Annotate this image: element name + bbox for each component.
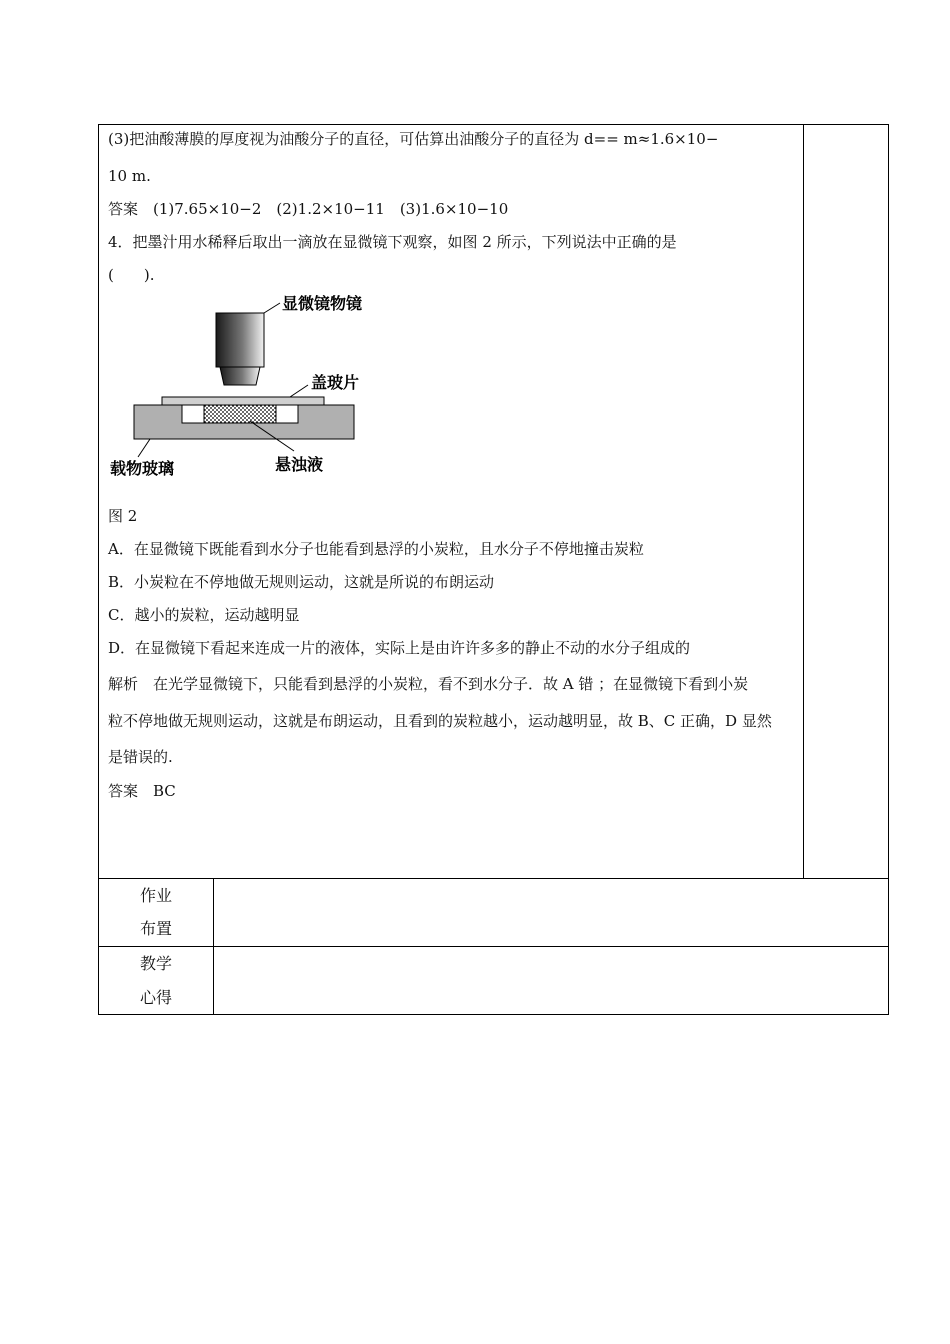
reflection-label-2: 心得 bbox=[139, 988, 172, 1007]
option-d: D．在显微镜下看起来连成一片的液体，实际上是由许许多多的静止不动的水分子组成的 bbox=[108, 639, 691, 657]
reflection-body-cell bbox=[213, 946, 889, 1015]
microscope-figure bbox=[100, 285, 400, 485]
option-c: C．越小的炭粒，运动越明显 bbox=[108, 606, 300, 624]
question-4-paren: ( ). bbox=[108, 266, 155, 284]
solution-line-1: (3)把油酸薄膜的厚度视为油酸分子的直径，可估算出油酸分子的直径为 d== m≈1.6×10− bbox=[108, 130, 719, 148]
label-slide: 载物玻璃 bbox=[110, 459, 175, 478]
option-b: B．小炭粒在不停地做无规则运动，这就是所说的布朗运动 bbox=[108, 573, 495, 591]
final-answer: 答案 BC bbox=[108, 782, 176, 800]
reflection-label-1: 教学 bbox=[139, 954, 172, 973]
label-cover-glass: 盖玻片 bbox=[311, 373, 360, 392]
homework-label-1: 作业 bbox=[139, 886, 172, 905]
analysis-line-3: 是错误的. bbox=[108, 748, 173, 766]
option-a: A．在显微镜下既能看到水分子也能看到悬浮的小炭粒，且水分子不停地撞击炭粒 bbox=[108, 540, 644, 558]
cover-glass-shape bbox=[162, 397, 324, 405]
question-4-stem: 4．把墨汁用水稀释后取出一滴放在显微镜下观察，如图 2 所示，下列说法中正确的是 bbox=[108, 233, 677, 251]
solution-line-2: 10 m. bbox=[108, 167, 151, 185]
previous-answer: 答案 (1)7.65×10−2 (2)1.2×10−11 (3)1.6×10−10 bbox=[108, 200, 509, 218]
analysis-line-2: 粒不停地做无规则运动，这就是布朗运动，且看到的炭粒越小，运动越明显，故 B、C 正确，D 显然 bbox=[108, 712, 772, 730]
homework-body-cell bbox=[213, 878, 889, 947]
side-cell bbox=[803, 124, 889, 879]
homework-label-2: 布置 bbox=[139, 919, 172, 938]
analysis-line-1: 解析 在光学显微镜下，只能看到悬浮的小炭粒，看不到水分子．故 A 错 ；在显微镜下看到小炭 bbox=[108, 675, 749, 693]
slide-shape bbox=[134, 405, 354, 439]
label-objective: 显微镜物镜 bbox=[282, 294, 363, 313]
label-suspension: 悬浊液 bbox=[275, 455, 324, 474]
figure-caption: 图 2 bbox=[108, 507, 138, 525]
objective-lens-shape bbox=[216, 313, 264, 385]
